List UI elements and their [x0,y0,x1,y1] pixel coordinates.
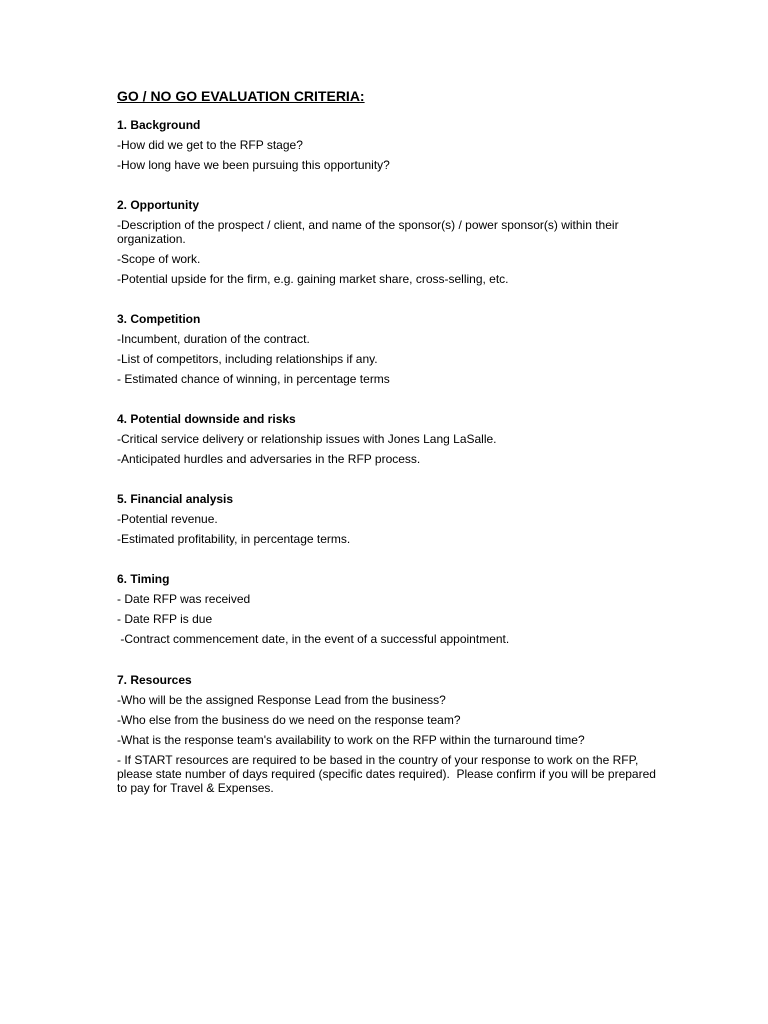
section-line: - If START resources are required to be based in the country of your response to work on the RFP, please state number of days required (specific dates required). Please confirm if you will be prepared to pay for Travel & Expenses. [117,753,660,795]
section-line: -Scope of work. [117,252,201,266]
section-background [117,118,657,178]
section-line: -Incumbent, duration of the contract. [117,332,310,346]
section-heading: 1. Background [117,118,201,132]
section-financial-analysis [117,492,657,552]
section-heading: 7. Resources [117,673,192,687]
section-heading: 6. Timing [117,572,170,586]
section-line: -Contract commencement date, in the event of a successful appointment. [117,632,510,646]
section-heading: 5. Financial analysis [117,492,234,506]
section-line: -How did we get to the RFP stage? [117,138,303,152]
section-timing [117,572,657,652]
section-line: -Who will be the assigned Response Lead from the business? [117,693,446,707]
section-competition [117,312,657,392]
section-line: -Who else from the business do we need on the response team? [117,713,461,727]
section-line: - Date RFP was received [117,592,251,606]
document-title: GO / NO GO EVALUATION CRITERIA: [117,88,365,104]
section-line: -Critical service delivery or relationship issues with Jones Lang LaSalle. [117,432,497,446]
section-heading: 3. Competition [117,312,201,326]
section-line: -List of competitors, including relationships if any. [117,352,378,366]
section-resources [117,673,660,801]
section-heading: 2. Opportunity [117,198,199,212]
section-heading: 4. Potential downside and risks [117,412,296,426]
section-line: -What is the response team's availability to work on the RFP within the turnaround time? [117,733,585,747]
section-line: -Estimated profitability, in percentage terms. [117,532,351,546]
section-line: -Description of the prospect / client, and name of the sponsor(s) / power sponsor(s) within their organization. [117,218,619,246]
section-line: -How long have we been pursuing this opportunity? [117,158,390,172]
section-line: -Potential revenue. [117,512,218,526]
section-line: -Potential upside for the firm, e.g. gaining market share, cross-selling, etc. [117,272,509,286]
section-line: - Estimated chance of winning, in percentage terms [117,372,390,386]
section-line: - Date RFP is due [117,612,213,626]
section-opportunity [117,198,657,292]
section-line: -Anticipated hurdles and adversaries in the RFP process. [117,452,421,466]
section-risks [117,412,657,472]
